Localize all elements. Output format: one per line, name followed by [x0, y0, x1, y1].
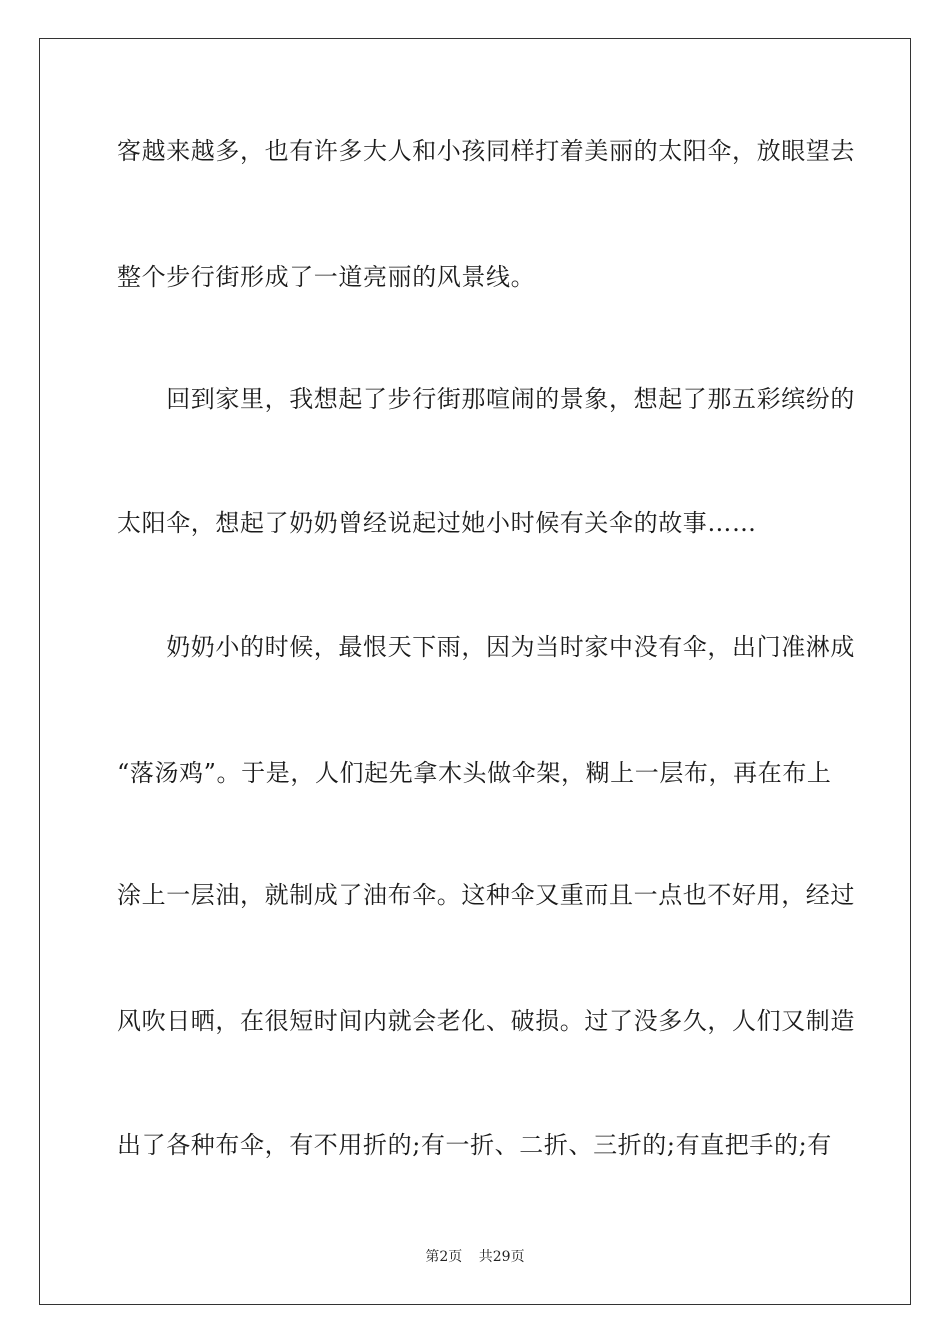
text-line: 回到家里，我想起了步行街那喧闹的景象，想起了那五彩缤纷的 — [117, 385, 855, 413]
text-line: 太阳伞，想起了奶奶曾经说起过她小时候有关伞的故事…… — [117, 509, 757, 537]
text-line: 整个步行街形成了一道亮丽的风景线。 — [117, 263, 536, 291]
text-line: 风吹日晒，在很短时间内就会老化、破损。过了没多久，人们又制造 — [117, 1007, 855, 1035]
text-line: 奶奶小的时候，最恨天下雨，因为当时家中没有伞，出门准淋成 — [117, 633, 855, 661]
page-total: 共29页 — [478, 1249, 525, 1265]
text-line: 出了各种布伞，有不用折的;有一折、二折、三折的;有直把手的;有 — [117, 1131, 832, 1159]
text-line: “落汤鸡”。于是，人们起先拿木头做伞架，糊上一层布，再在布上 — [117, 759, 832, 787]
page-border — [39, 38, 911, 1305]
text-line: 涂上一层油，就制成了油布伞。这种伞又重而且一点也不好用，经过 — [117, 881, 855, 909]
text-line: 客越来越多，也有许多大人和小孩同样打着美丽的太阳伞，放眼望去 — [117, 137, 855, 165]
page-footer — [0, 1248, 950, 1266]
page-number: 第2页 — [425, 1249, 463, 1265]
